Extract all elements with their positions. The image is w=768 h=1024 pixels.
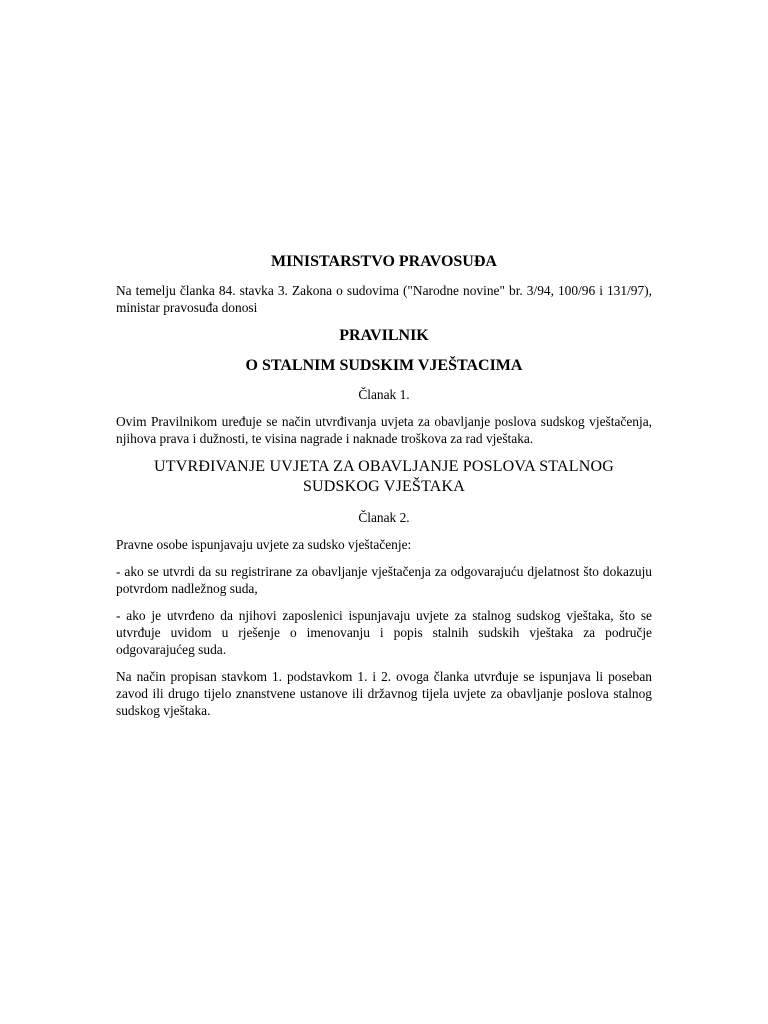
regulation-subtitle: O STALNIM SUDSKIM VJEŠTACIMA — [245, 357, 523, 374]
regulation-title: PRAVILNIK — [339, 327, 429, 344]
document-page — [116, 252, 652, 729]
article-2-item-2: - ako je utvrđeno da njihovi zaposlenici ispunjavaju uvjete za stalnog sudskog vještaka, što se utvrđuje uvidom u rješenje o imenovanju i popis stalnih sudskih vještaka za područje odgovarajućeg suda. — [116, 608, 652, 657]
article-2-closing: Na način propisan stavkom 1. podstavkom 1. i 2. ovoga članka utvrđuje se ispunjava li poseban zavod ili drugo tijelo znanstvene ustanove ili državnog tijela uvjete za obavljanje poslova stalnog sudskog vještaka. — [116, 669, 652, 718]
preamble-paragraph: Na temelju članka 84. stavka 3. Zakona o sudovima ("Narodne novine" br. 3/94, 100/96 i 131/97), ministar pravosuđa donosi — [116, 283, 652, 315]
ministry-title: MINISTARSTVO PRAVOSUĐA — [271, 253, 497, 270]
article-2-item-1: - ako se utvrdi da su registrirane za obavljanje vještačenja za odgovarajuću djelatnost što dokazuju potvrdom nadležnog suda, — [116, 564, 652, 596]
article-2-intro: Pravne osobe ispunjavaju uvjete za sudsko vještačenje: — [116, 537, 412, 552]
section-heading: UTVRĐIVANJE UVJETA ZA OBAVLJANJE POSLOVA STALNOG SUDSKOG VJEŠTAKA — [154, 458, 614, 495]
article-2-label: Članak 2. — [358, 510, 410, 525]
article-1-label: Članak 1. — [358, 387, 410, 402]
article-1-text: Ovim Pravilnikom uređuje se način utvrđivanja uvjeta za obavljanje poslova sudskog vještačenja, njihova prava i dužnosti, te visina nagrade i naknade troškova za rad vještaka. — [116, 414, 652, 446]
